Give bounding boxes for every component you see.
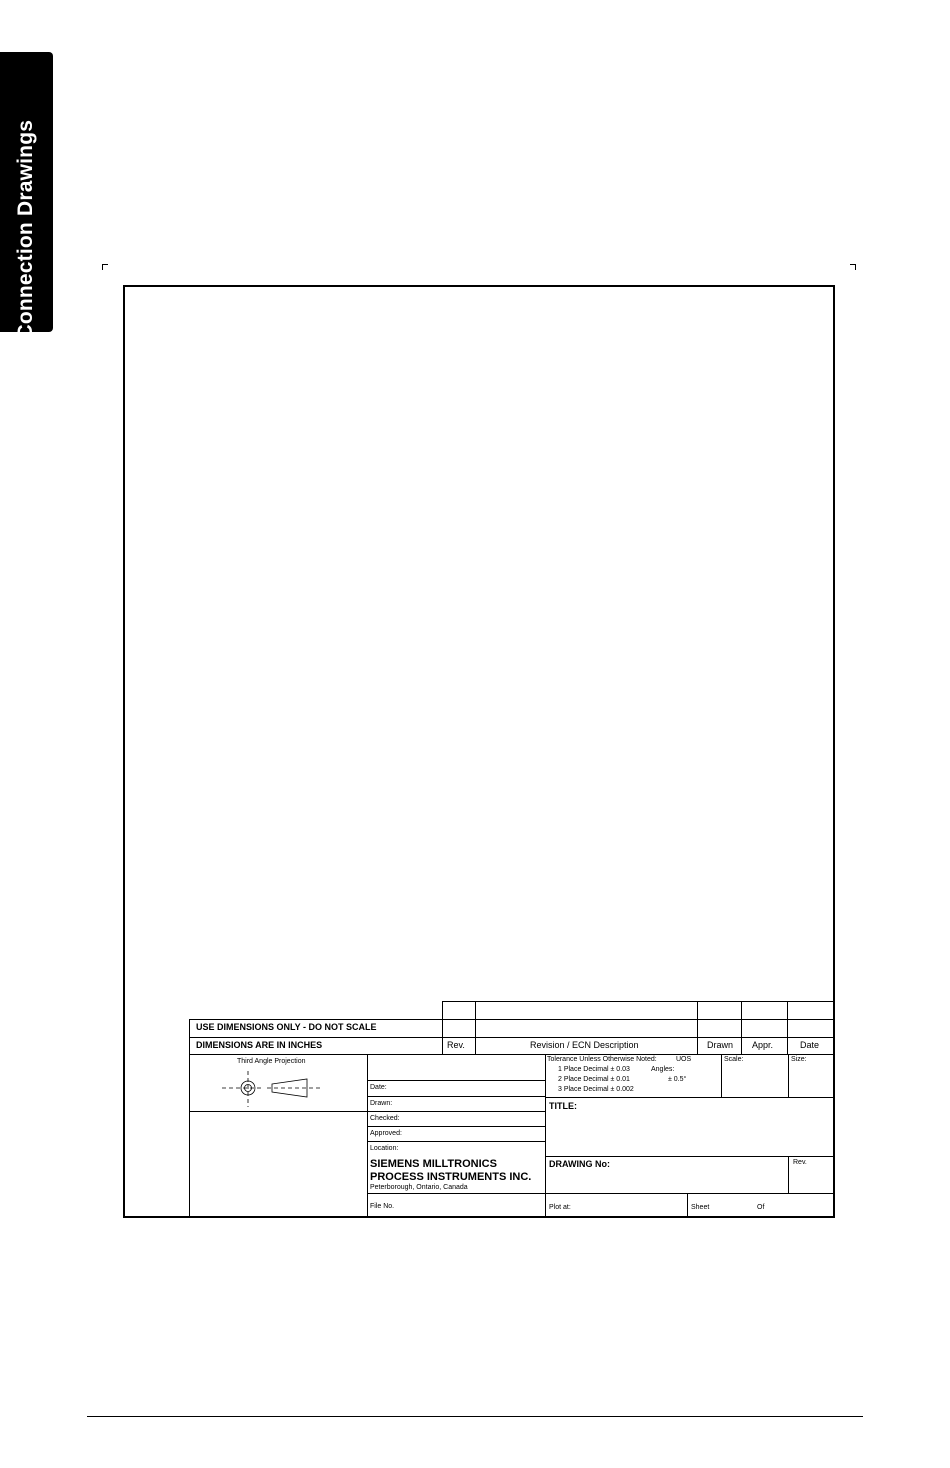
tb-line [442,1001,833,1002]
checked-field-label: Checked: [370,1115,400,1122]
section-tab [0,52,53,369]
tb-line [367,1126,545,1127]
tolerance-one-place: 1 Place Decimal ± 0.03 [558,1066,630,1073]
drawing-frame [123,285,835,1218]
tolerance-angle-value: ± 0.5° [668,1076,687,1083]
company-address: Peterborough, Ontario, Canada [370,1184,468,1191]
tb-line [189,1019,190,1216]
tolerance-uos: UOS [676,1056,692,1063]
sheet-label: Sheet [691,1204,710,1211]
tb-line [788,1156,789,1193]
revision-description-header: Revision / ECN Description [530,1040,639,1050]
tb-line [788,1054,789,1097]
tb-line [545,1156,833,1157]
tb-line [189,1037,833,1038]
revision-drawn-header: Drawn [707,1040,734,1050]
use-dimensions-note: USE DIMENSIONS ONLY - DO NOT SCALE [196,1022,377,1032]
revision-date-header: Date [800,1040,820,1050]
tb-line [367,1080,545,1081]
dimensions-units-note: DIMENSIONS ARE IN INCHES [196,1040,323,1050]
drawing-rev-label: Rev. [793,1159,807,1166]
crop-mark-right [850,264,856,270]
approved-field-label: Approved: [370,1130,402,1137]
tolerance-heading: Tolerance Unless Otherwise Noted: [547,1056,657,1063]
location-field-label: Location: [370,1145,399,1152]
tb-line [697,1001,698,1054]
tb-line [367,1193,833,1194]
drawing-no-label: DRAWING No: [549,1159,610,1169]
of-label: Of [757,1204,765,1211]
tb-line [545,1054,546,1216]
tb-line [189,1054,833,1055]
tb-line [367,1141,545,1142]
company-name-line2: PROCESS INSTRUMENTS INC. [370,1171,532,1183]
title-label: TITLE: [549,1101,577,1111]
drawn-field-label: Drawn: [370,1100,393,1107]
scale-label: Scale: [724,1056,744,1063]
revision-approved-header: Appr. [752,1040,774,1050]
tb-line [741,1001,742,1054]
tb-line [475,1001,476,1054]
file-no-label: File No. [370,1203,395,1210]
third-angle-projection-icon [220,1069,325,1109]
tolerance-angles-label: Angles: [651,1066,675,1073]
tb-line [442,1001,443,1054]
tb-line [687,1193,688,1216]
tb-line [545,1097,833,1098]
revision-rev-header: Rev. [447,1040,465,1050]
tb-line [787,1001,788,1054]
projection-label: Third Angle Projection [237,1058,306,1065]
tb-line [367,1054,368,1216]
section-tab-label: A: Connection Drawings [14,119,37,369]
tolerance-three-place: 3 Place Decimal ± 0.002 [558,1086,634,1093]
tb-line [189,1111,367,1112]
crop-mark-left [102,264,108,270]
tb-line [367,1096,545,1097]
company-name-line1: SIEMENS MILLTRONICS [370,1158,497,1170]
tb-line [189,1019,833,1020]
tolerance-two-place: 2 Place Decimal ± 0.01 [558,1076,630,1083]
footer-rule [87,1416,863,1417]
size-label: Size: [791,1056,807,1063]
tb-line [721,1054,722,1097]
plot-at-label: Plot at: [549,1204,571,1211]
tb-line [367,1111,545,1112]
date-field-label: Date: [370,1084,387,1091]
